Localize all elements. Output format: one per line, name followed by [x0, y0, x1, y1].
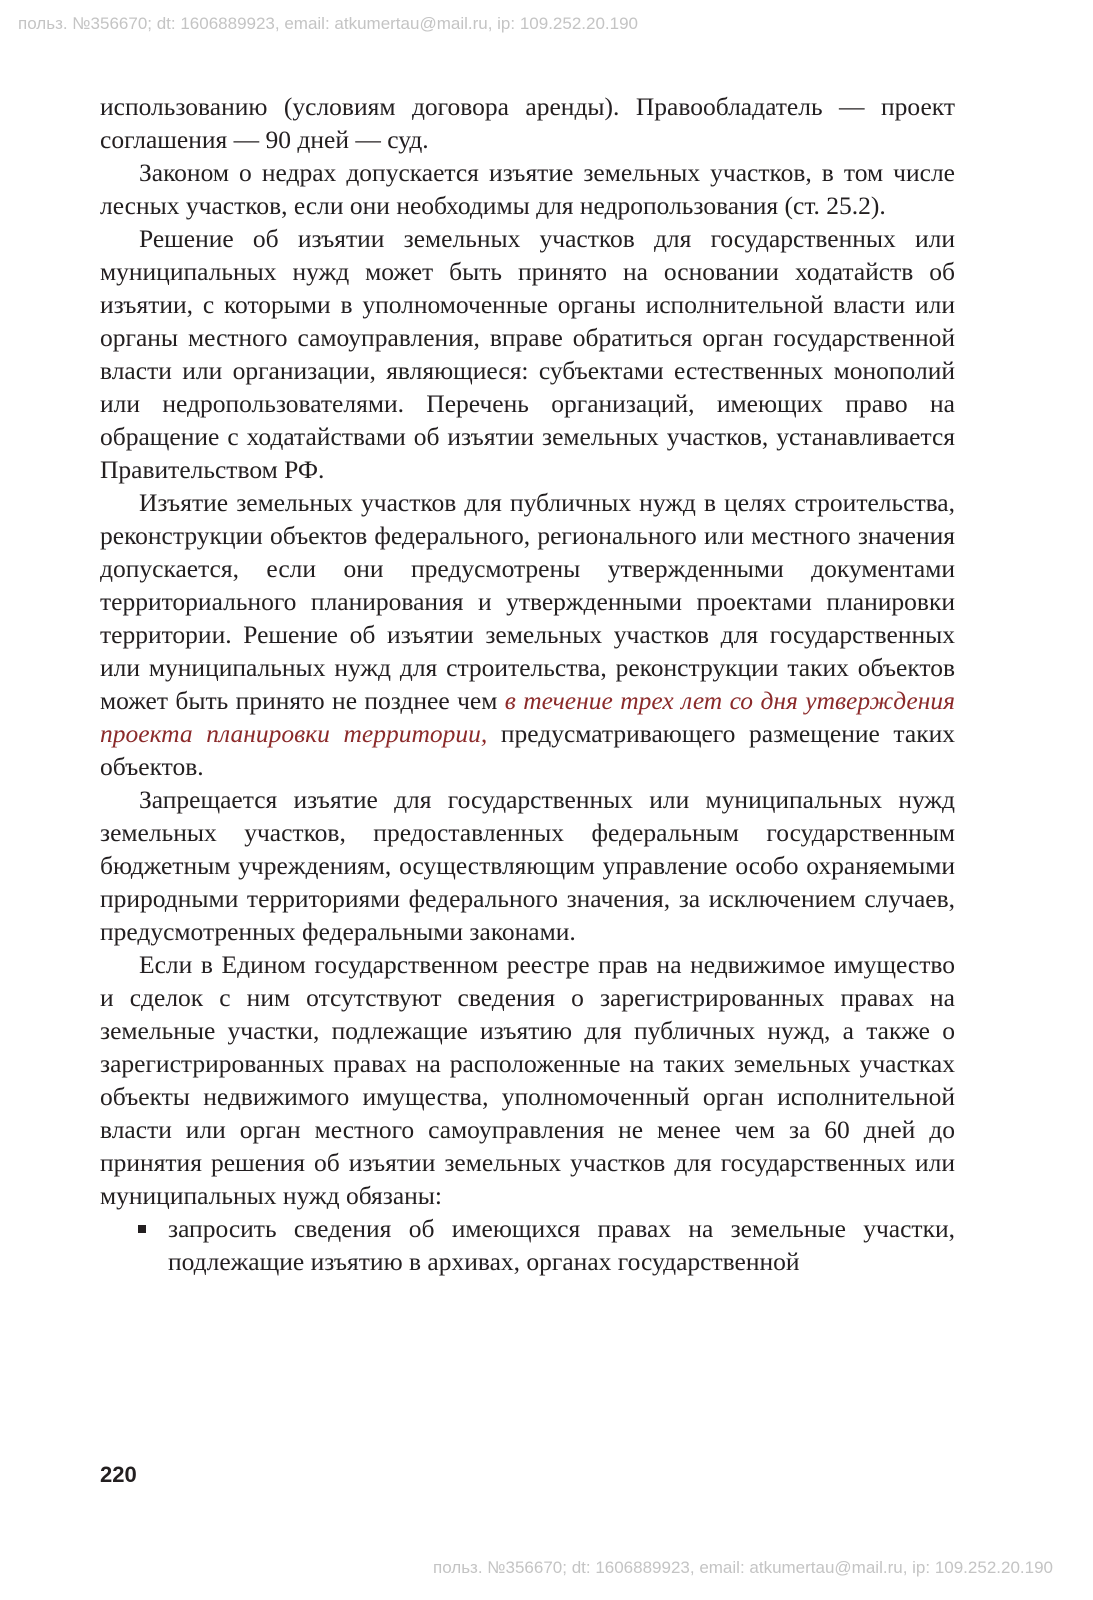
page-number: 220: [100, 1462, 137, 1487]
paragraph-registry: Если в Едином государственном реестре прав на недвижимое имущество и сделок с ним отсутствуют сведения о зарегистрированных правах на земельные участки, подлежащие изъятию для публичных нужд, а также о зарегистрированных правах на расположенные на таких земельных участках объекты недвижимого имущества, уполномоченный орган исполнительной власти или орган местного самоуправления не менее чем за 60 дней до принятия решения об изъятии земельных участков для государственных или муниципальных нужд обязаны:: [100, 950, 955, 1210]
watermark-top: польз. №356670; dt: 1606889923, email: atkumertau@mail.ru, ip: 109.252.20.190: [18, 14, 639, 33]
list-item: [168, 1212, 955, 1278]
obligations-list: [100, 1212, 955, 1278]
paragraph-prohibition: Запрещается изъятие для государственных или муниципальных нужд земельных участков, предоставленных федеральным государственным бюджетным учреждениям, осуществляющим управление особо охраняемыми природными территориями федерального значения, за исключением случаев, предусмотренных федеральными законами.: [100, 785, 955, 946]
emphasized-deadline-text: в течение трех лет со дня утверждения проекта планировки территории,: [100, 686, 955, 748]
paragraph-continued: использованию (условиям договора аренды). Правообладатель — проект соглашения — 90 дней — суд.: [100, 92, 955, 154]
bullet-square-icon: [138, 1225, 146, 1233]
paragraph-seizure-petitions: Решение об изъятии земельных участков для государственных или муниципальных нужд может быть принято на основании ходатайств об изъятии, с которыми в уполномоченные органы исполнительной власти или органы местного самоуправления, вправе обратиться орган государственной власти или организации, являющиеся: субъектами естественных монополий или недропользователями. Перечень организаций, имеющих право на обращение с ходатайствами об изъятии земельных участков, устанавливается Правительством РФ.: [100, 224, 955, 484]
watermark-bottom: польз. №356670; dt: 1606889923, email: atkumertau@mail.ru, ip: 109.252.20.190: [432, 1558, 1053, 1577]
paragraph-public-needs-text-end: предусматривающего размещение таких объектов.: [100, 719, 955, 781]
list-item-text: запросить сведения об имеющихся правах на земельные участки, подлежащие изъятию в архивах, органах государственной: [168, 1214, 955, 1276]
paragraph-public-needs: [100, 486, 955, 783]
paragraph-subsoil-law: Законом о недрах допускается изъятие земельных участков, в том числе лесных участков, если они необходимы для недропользования (ст. 25.2).: [100, 158, 955, 220]
document-body: [100, 90, 955, 1278]
paragraph-public-needs-text-start: Изъятие земельных участков для публичных нужд в целях строительства, реконструкции объектов федерального, регионального или местного значения допускается, если они предусмотрены утвержденными документами территориального планирования и утвержденными проектами планировки территории. Решение об изъятии земельных участков для государственных или муниципальных нужд для строительства, реконструкции таких объектов может быть принято не позднее чем: [100, 488, 955, 715]
